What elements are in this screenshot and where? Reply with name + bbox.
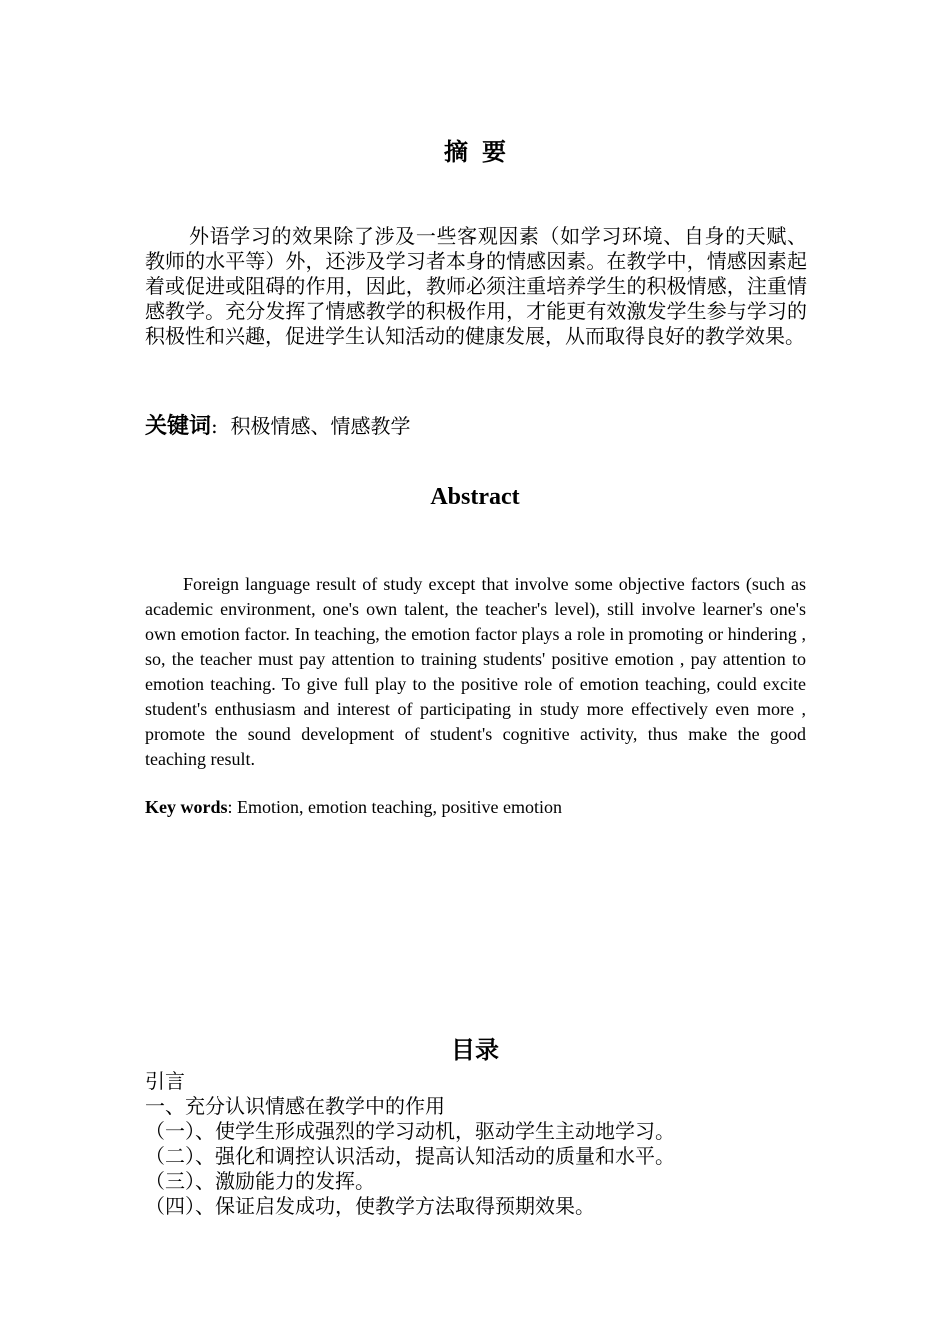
chinese-keywords-label: 关键词: [145, 414, 212, 439]
toc-entry-section-1-1: （一）、使学生形成强烈的学习动机，驱动学生主动地学习。: [145, 1119, 675, 1143]
english-keywords: [145, 797, 562, 818]
chinese-abstract-title: 摘要: [444, 138, 520, 166]
english-keywords-separator: :: [227, 797, 233, 817]
english-abstract-body: Foreign language result of study except that involve some objective factors (such as academic environment, one's own talent, the teacher's level), still involve learner's one's own emotion factor. In teaching, the emotion factor plays a role in promoting or hindering , so, the teacher must pay attention to training students' positive emotion , pay attention to emotion teaching. To give full play to the positive role of emotion teaching, could excite student's enthusiasm and interest of participating in study more effectively even more , promote the sound development of student's cognitive activity, thus make the good teaching result.: [145, 574, 806, 769]
english-keywords-values: Emotion, emotion teaching, positive emotion: [237, 797, 562, 817]
chinese-keywords-separator: :: [211, 414, 218, 438]
chinese-keywords: [145, 409, 410, 440]
toc-entry-section-1-3: （三）、激励能力的发挥。: [145, 1169, 375, 1193]
english-keywords-label: Key words: [145, 797, 228, 817]
toc-entry-section-1-4: （四）、保证启发成功，使教学方法取得预期效果。: [145, 1194, 595, 1218]
chinese-abstract-body: 外语学习的效果除了涉及一些客观因素（如学习环境、自身的天赋、教师的水平等）外，还涉及学习者本身的情感因素。在教学中，情感因素起着或促进或阻碍的作用，因此，教师必须注重培养学生的积极情感，注重情感教学。充分发挥了情感教学的积极作用，才能更有效激发学生参与学习的积极性和兴趣，促进学生认知活动的健康发展，从而取得良好的教学效果。: [145, 224, 807, 348]
english-abstract-title: Abstract: [430, 484, 520, 510]
chinese-keywords-values: 积极情感、情感教学: [230, 414, 411, 438]
table-of-contents: [145, 1069, 675, 1219]
toc-entry-section-1: 一、充分认识情感在教学中的作用: [145, 1094, 445, 1118]
table-of-contents-title: 目录: [451, 1036, 499, 1064]
toc-entry-introduction: 引言: [145, 1069, 185, 1093]
toc-entry-section-1-2: （二）、强化和调控认识活动，提高认知活动的质量和水平。: [145, 1144, 675, 1168]
